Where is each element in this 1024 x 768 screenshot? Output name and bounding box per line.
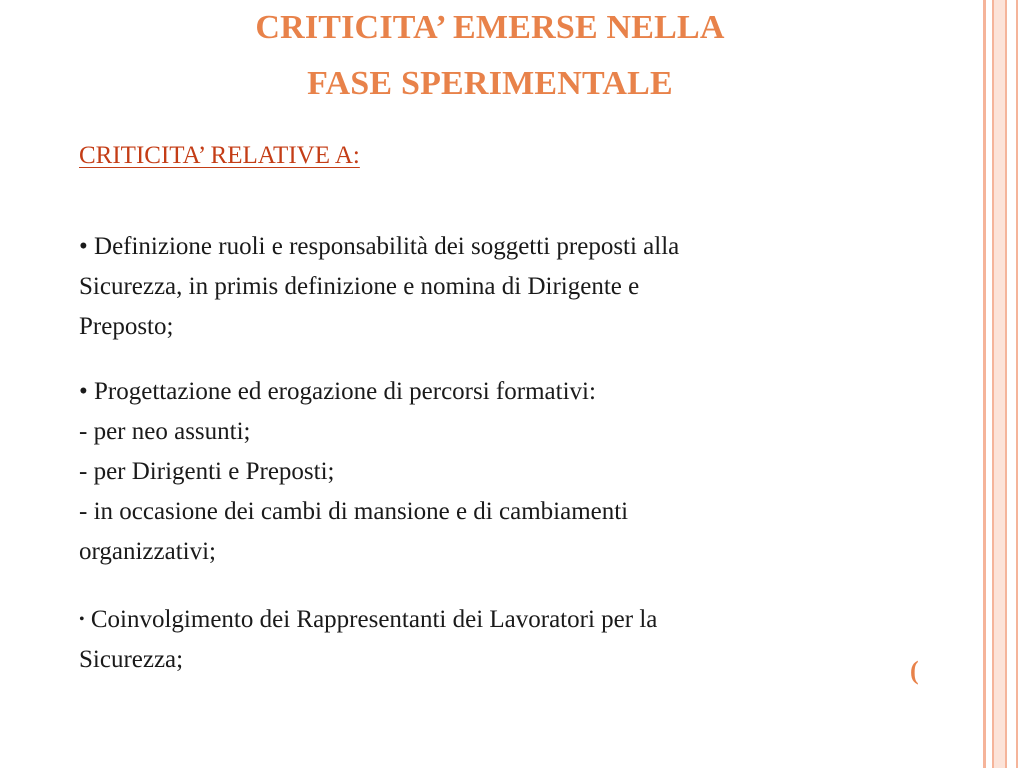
text-line: organizzativi; [79, 538, 216, 565]
text-line [79, 227, 959, 267]
bullet-icon: • [79, 378, 88, 405]
slide-title-line-2: FASE SPERIMENTALE [307, 65, 673, 102]
sub-item: - per Dirigenti e Preposti; [79, 458, 335, 485]
text-line: Preposto; [79, 313, 174, 340]
subheading: CRITICITA’ RELATIVE A: [79, 142, 360, 169]
border-stripe [1016, 0, 1018, 768]
text-line [79, 372, 959, 412]
sub-item: - in occasione dei cambi di mansione e di cambiamenti [79, 498, 629, 525]
text-line-content: Definizione ruoli e responsabilità dei soggetti preposti alla [94, 233, 680, 260]
text-line: Sicurezza; [79, 646, 184, 673]
border-stripe [992, 0, 994, 768]
border-stripe [983, 0, 986, 768]
decorative-bracket-icon: ( [910, 656, 919, 685]
border-band [994, 0, 1005, 768]
bullet-point-representatives [79, 600, 959, 680]
text-line-content: Coinvolgimento dei Rappresentanti dei Lavoratori per la [90, 606, 658, 633]
border-stripe [1005, 0, 1007, 768]
bullet-icon: • [79, 233, 88, 260]
sub-item: - per neo assunti; [79, 418, 251, 445]
text-line: Sicurezza, in primis definizione e nomina di Dirigente e [79, 273, 640, 300]
text-line [79, 600, 959, 640]
bullet-point-roles [79, 227, 959, 347]
text-line-content: Progettazione ed erogazione di percorsi formativi: [94, 378, 596, 405]
slide-title-line-1: CRITICITA’ EMERSE NELLA [255, 9, 725, 46]
bullet-icon: • [79, 611, 85, 628]
bullet-point-training [79, 372, 959, 572]
